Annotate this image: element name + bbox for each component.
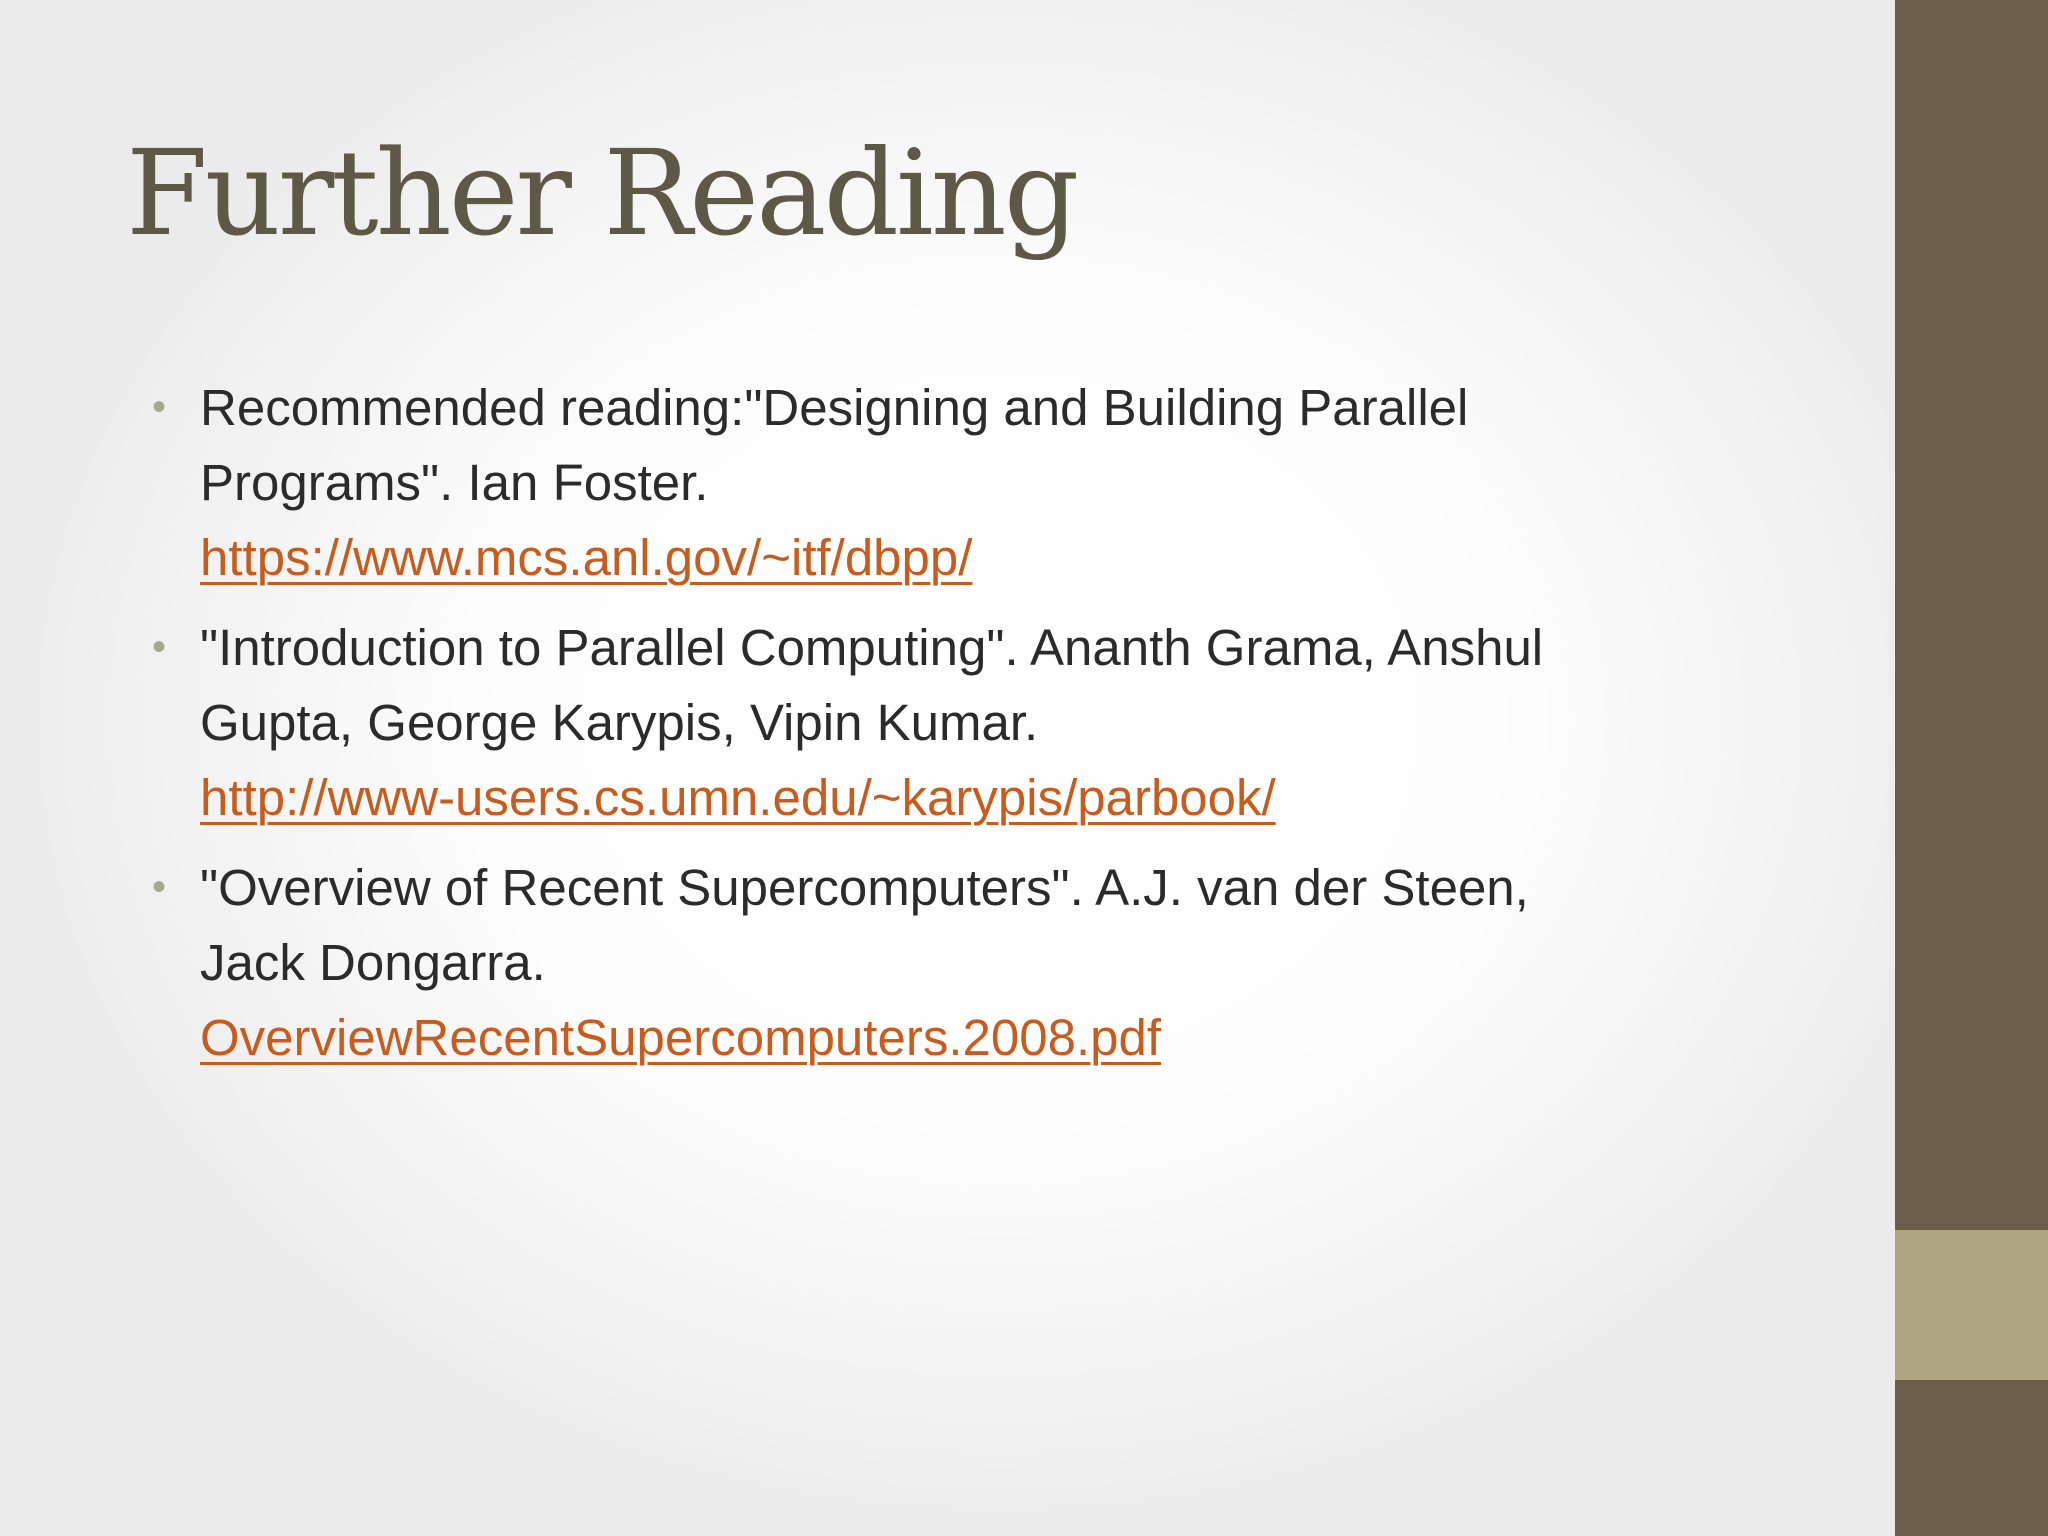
reading-text-line: Recommended reading:"Designing and Building Parallel — [200, 379, 1469, 436]
side-bar-accent — [1895, 1230, 2048, 1380]
bullet-icon: • — [152, 385, 167, 429]
reading-text-line: "Introduction to Parallel Computing". Ananth Grama, Anshul — [200, 619, 1544, 676]
reading-text-line: Jack Dongarra. — [200, 934, 546, 991]
reading-text-line: "Overview of Recent Supercomputers". A.J. van der Steen, — [200, 859, 1529, 916]
bullet-icon: • — [152, 625, 167, 669]
slide-title: Further Reading — [126, 124, 1077, 262]
reading-item-supercomputers — [150, 850, 1790, 1075]
reading-list — [150, 370, 1790, 1090]
reading-text-line: Gupta, George Karypis, Vipin Kumar. — [200, 694, 1039, 751]
bullet-icon: • — [152, 865, 167, 909]
reading-link-supercomputers-pdf[interactable]: OverviewRecentSupercomputers.2008.pdf — [200, 1009, 1162, 1066]
reading-link-dbpp[interactable]: https://www.mcs.anl.gov/~itf/dbpp/ — [200, 529, 973, 586]
reading-item-foster — [150, 370, 1790, 595]
reading-link-parbook[interactable]: http://www-users.cs.umn.edu/~karypis/parbook/ — [200, 769, 1276, 826]
reading-text-line: Programs". Ian Foster. — [200, 454, 709, 511]
reading-item-grama — [150, 610, 1790, 835]
